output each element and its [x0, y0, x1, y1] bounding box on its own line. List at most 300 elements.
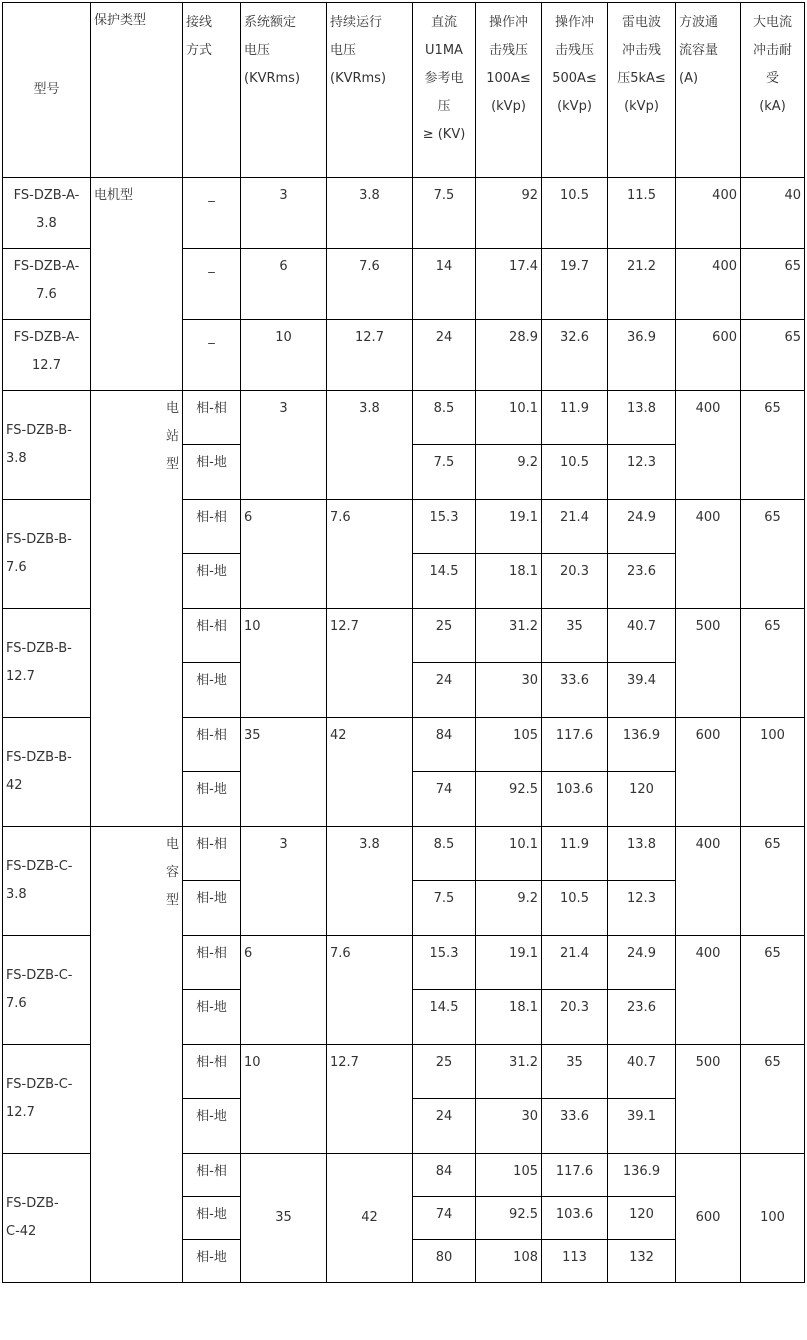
cell-text: 32.6 [560, 330, 589, 345]
cell-text: 500A≤ [552, 71, 597, 86]
square-wave-cell [675, 319, 741, 391]
cell-text: 113 [562, 1250, 587, 1265]
model-cell [2, 1044, 91, 1154]
cell-text: 65 [764, 1055, 781, 1070]
switch-100-cell [475, 444, 542, 500]
cell-text: 保护类型 [94, 13, 147, 28]
cell-text: 65 [764, 946, 781, 961]
high-current-cell [740, 499, 805, 609]
cell-text: 65 [764, 619, 781, 634]
switch-500-cell [541, 880, 608, 936]
high-current-cell [740, 248, 805, 320]
cell-text: 相-地 [196, 1109, 227, 1124]
switch-500-cell [541, 1239, 608, 1283]
cell-text: 40.7 [627, 619, 656, 634]
high-current-cell [740, 1044, 805, 1154]
lightning-cell [607, 662, 676, 718]
switch-500-cell [541, 1196, 608, 1240]
cell-text: 10.5 [560, 455, 589, 470]
lightning-cell [607, 390, 676, 445]
cell-text: 600 [695, 728, 721, 743]
cell-text: 100 [760, 1210, 785, 1225]
cell-text: 13.8 [627, 401, 656, 416]
cell-text: 相-地 [196, 891, 227, 906]
cell-text: 9.2 [517, 455, 538, 470]
switch-100-cell [475, 717, 542, 772]
cell-text: 105 [513, 728, 538, 743]
cell-text: 92 [521, 188, 538, 203]
switch-500-cell [541, 177, 608, 249]
cell-text: 型 [165, 893, 179, 908]
cell-text: 65 [764, 510, 781, 525]
dc-ref-cell [412, 608, 476, 663]
group-capacitor [90, 826, 183, 1283]
cell-text: 7.6 [6, 560, 27, 575]
cell-text: _ [208, 188, 215, 203]
cell-text: 相-相 [196, 946, 227, 961]
cell-text: 11.9 [560, 837, 589, 852]
cell-text: 100 [760, 728, 785, 743]
lightning-cell [607, 444, 676, 500]
dc-ref-cell [412, 248, 476, 320]
dc-ref-cell [412, 1239, 476, 1283]
switch-500-cell [541, 1098, 608, 1154]
square-wave-cell [675, 608, 741, 718]
cell-text: 3.8 [36, 216, 57, 231]
switch-100-cell [475, 319, 542, 391]
cell-text: _ [208, 330, 215, 345]
header-wiring [182, 2, 241, 178]
cell-text: 36.9 [627, 330, 656, 345]
cell-text: 65 [784, 330, 801, 345]
switch-500-cell [541, 989, 608, 1045]
cell-text: 站 [165, 429, 179, 444]
model-cell [2, 177, 91, 249]
cell-text: 400 [695, 510, 721, 525]
cell-text: 24.9 [627, 946, 656, 961]
model-cell [2, 319, 91, 391]
cell-text: FS-DZB-B- [6, 532, 72, 547]
cell-text: 7.6 [36, 287, 57, 302]
switch-100-cell [475, 1153, 542, 1197]
square-wave-cell [675, 248, 741, 320]
dc-ref-cell [412, 989, 476, 1045]
lightning-cell [607, 935, 676, 990]
dc-ref-cell [412, 177, 476, 249]
cell-text: _ [208, 259, 215, 274]
cell-text: 接线 [186, 15, 213, 30]
cell-text: 11.9 [560, 401, 589, 416]
cell-text: 7.5 [433, 188, 455, 203]
cell-text: 21.4 [560, 510, 589, 525]
wiring-cell [182, 319, 241, 391]
cell-text: 74 [435, 1207, 453, 1222]
mcov-cell [326, 608, 413, 718]
cell-text: 15.3 [429, 510, 459, 525]
switch-500-cell [541, 826, 608, 881]
cell-text: 20.3 [560, 1000, 589, 1015]
cell-text: 3.8 [6, 887, 27, 902]
rated-voltage-cell [240, 319, 327, 391]
cell-text: 74 [435, 782, 453, 797]
lightning-cell [607, 880, 676, 936]
cell-text: 受 [765, 71, 779, 86]
cell-text: 大电流 [752, 15, 792, 30]
mcov-cell [326, 499, 413, 609]
cell-text: 10.1 [509, 837, 538, 852]
header-rated-voltage [240, 2, 327, 178]
square-wave-cell [675, 717, 741, 827]
rated-voltage-cell [240, 248, 327, 320]
mcov-cell [326, 826, 413, 936]
cell-text: FS-DZB-A- [13, 330, 80, 345]
cell-text: 7.6 [330, 946, 351, 961]
spec-table [2, 2, 804, 1282]
lightning-cell [607, 499, 676, 554]
rated-voltage-cell [240, 499, 327, 609]
cell-text: 相-相 [196, 837, 227, 852]
cell-text: 92.5 [509, 782, 538, 797]
cell-text: 参考电 [424, 71, 464, 86]
cell-text: 3 [279, 401, 288, 416]
header-switch-100 [475, 2, 542, 178]
cell-text: 击残压 [554, 43, 594, 58]
lightning-cell [607, 989, 676, 1045]
cell-text: 3.8 [359, 401, 380, 416]
cell-text: 直流 [430, 15, 457, 30]
cell-text: 500 [695, 1055, 721, 1070]
group-station [90, 390, 183, 827]
cell-text: 35 [275, 1210, 292, 1225]
cell-text: 电 [165, 401, 179, 416]
mcov-cell [326, 935, 413, 1045]
rated-voltage-cell [240, 935, 327, 1045]
wiring-cell [182, 771, 241, 827]
cell-text: 相-相 [196, 1164, 227, 1179]
cell-text: 相-相 [196, 728, 227, 743]
switch-100-cell [475, 608, 542, 663]
cell-text: 10 [244, 1055, 261, 1070]
cell-text: 108 [513, 1250, 538, 1265]
cell-text: 132 [629, 1250, 654, 1265]
mcov-cell [326, 248, 413, 320]
switch-500-cell [541, 1044, 608, 1099]
cell-text: 12.7 [330, 619, 359, 634]
high-current-cell [740, 319, 805, 391]
cell-text: 相-相 [196, 401, 227, 416]
switch-100-cell [475, 662, 542, 718]
cell-text: 35 [566, 619, 583, 634]
cell-text: 操作冲 [554, 15, 594, 30]
cell-text: 7.6 [6, 996, 27, 1011]
cell-text: 42 [6, 778, 23, 793]
switch-500-cell [541, 1153, 608, 1197]
model-cell [2, 717, 91, 827]
cell-text: 100A≤ [486, 71, 531, 86]
cell-text: 8.5 [433, 401, 455, 416]
header-dc-ref [412, 2, 476, 178]
cell-text: C-42 [6, 1224, 37, 1239]
header-high-current [740, 2, 805, 178]
cell-text: 3 [279, 188, 288, 203]
cell-text: FS-DZB-B- [6, 423, 72, 438]
cell-text: 10.1 [509, 401, 538, 416]
cell-text: 31.2 [509, 619, 538, 634]
cell-text: 80 [435, 1250, 453, 1265]
rated-voltage-cell [240, 1153, 327, 1283]
cell-text: 23.6 [627, 1000, 656, 1015]
cell-text: 3.8 [359, 837, 380, 852]
lightning-cell [607, 1044, 676, 1099]
model-cell [2, 248, 91, 320]
high-current-cell [740, 177, 805, 249]
lightning-cell [607, 319, 676, 391]
cell-text: 136.9 [622, 1164, 661, 1179]
cell-text: 击残压 [488, 43, 528, 58]
cell-text: 压5kA≤ [617, 71, 666, 86]
wiring-cell [182, 989, 241, 1045]
cell-text: 24 [435, 1109, 453, 1124]
header-model [2, 2, 91, 178]
mcov-cell [326, 390, 413, 500]
cell-text: 35 [244, 728, 261, 743]
wiring-cell [182, 880, 241, 936]
cell-text: 12.7 [6, 1105, 35, 1120]
cell-text: 12.7 [330, 1055, 359, 1070]
dc-ref-cell [412, 771, 476, 827]
cell-text: 电 [165, 837, 179, 852]
lightning-cell [607, 177, 676, 249]
cell-text: 39.4 [627, 673, 656, 688]
cell-text: (KVRms) [330, 71, 387, 86]
cell-text: (kVp) [624, 99, 659, 114]
cell-text: 19.1 [509, 946, 538, 961]
cell-text: 84 [435, 1164, 453, 1179]
lightning-cell [607, 248, 676, 320]
cell-text: 400 [712, 259, 737, 274]
wiring-cell [182, 826, 241, 881]
cell-text: 7.6 [330, 510, 351, 525]
lightning-cell [607, 1153, 676, 1197]
switch-500-cell [541, 771, 608, 827]
cell-text: 120 [629, 1207, 654, 1222]
cell-text: 30 [521, 673, 538, 688]
cell-text: 18.1 [509, 564, 538, 579]
dc-ref-cell [412, 1196, 476, 1240]
cell-text: 13.8 [627, 837, 656, 852]
square-wave-cell [675, 1044, 741, 1154]
switch-100-cell [475, 390, 542, 445]
wiring-cell [182, 717, 241, 772]
cell-text: 6 [244, 510, 253, 525]
square-wave-cell [675, 1153, 741, 1283]
cell-text: 31.2 [509, 1055, 538, 1070]
cell-text: 6 [279, 259, 288, 274]
group-motor [90, 177, 183, 391]
cell-text: 方式 [186, 43, 213, 58]
cell-text: 10.5 [560, 891, 589, 906]
wiring-cell [182, 1153, 241, 1197]
lightning-cell [607, 608, 676, 663]
switch-500-cell [541, 390, 608, 445]
cell-text: 103.6 [555, 782, 594, 797]
switch-500-cell [541, 319, 608, 391]
header-mcov [326, 2, 413, 178]
cell-text: FS-DZB- [6, 1196, 59, 1211]
cell-text: 型号 [33, 82, 60, 97]
cell-text: 容 [165, 865, 179, 880]
dc-ref-cell [412, 444, 476, 500]
lightning-cell [607, 1098, 676, 1154]
cell-text: 42 [361, 1210, 378, 1225]
cell-text: 雷电波 [621, 15, 661, 30]
cell-text: 117.6 [555, 1164, 594, 1179]
cell-text: 方波通 [679, 15, 719, 30]
cell-text: 3.8 [6, 451, 27, 466]
cell-text: 电压 [244, 43, 271, 58]
wiring-cell [182, 444, 241, 500]
cell-text: 10.5 [560, 188, 589, 203]
switch-500-cell [541, 444, 608, 500]
high-current-cell [740, 826, 805, 936]
cell-text: FS-DZB-C- [6, 1077, 73, 1092]
switch-500-cell [541, 608, 608, 663]
cell-text: 33.6 [560, 1109, 589, 1124]
cell-text: ≥ (KV) [422, 127, 466, 142]
switch-500-cell [541, 935, 608, 990]
cell-text: 相-地 [196, 782, 227, 797]
wiring-cell [182, 935, 241, 990]
switch-100-cell [475, 771, 542, 827]
cell-text: FS-DZB-B- [6, 750, 72, 765]
dc-ref-cell [412, 499, 476, 554]
cell-text: 136.9 [622, 728, 661, 743]
wiring-cell [182, 608, 241, 663]
cell-text: 14.5 [429, 564, 459, 579]
cell-text: 系统额定 [244, 15, 297, 30]
dc-ref-cell [412, 1098, 476, 1154]
wiring-cell [182, 553, 241, 609]
cell-text: 12.3 [627, 455, 656, 470]
wiring-cell [182, 662, 241, 718]
cell-text: 型 [165, 457, 179, 472]
cell-text: 103.6 [555, 1207, 594, 1222]
cell-text: 600 [695, 1210, 721, 1225]
rated-voltage-cell [240, 1044, 327, 1154]
cell-text: 19.1 [509, 510, 538, 525]
cell-text: (kA) [759, 99, 786, 114]
cell-text: 14 [435, 259, 453, 274]
high-current-cell [740, 608, 805, 718]
cell-text: 14.5 [429, 1000, 459, 1015]
cell-text: 相-地 [196, 1207, 227, 1222]
cell-text: 42 [330, 728, 347, 743]
dc-ref-cell [412, 1044, 476, 1099]
wiring-cell [182, 1044, 241, 1099]
cell-text: 7.6 [359, 259, 380, 274]
cell-text: 25 [435, 619, 453, 634]
switch-100-cell [475, 935, 542, 990]
header-lightning [607, 2, 676, 178]
cell-text: 19.7 [560, 259, 589, 274]
cell-text: 3 [279, 837, 288, 852]
square-wave-cell [675, 826, 741, 936]
switch-100-cell [475, 880, 542, 936]
cell-text: 操作冲 [488, 15, 528, 30]
rated-voltage-cell [240, 826, 327, 936]
cell-text: (A) [679, 71, 699, 86]
model-cell [2, 1153, 91, 1283]
model-cell [2, 935, 91, 1045]
lightning-cell [607, 1196, 676, 1240]
rated-voltage-cell [240, 390, 327, 500]
cell-text: 20.3 [560, 564, 589, 579]
cell-text: 500 [695, 619, 721, 634]
cell-text: 120 [629, 782, 654, 797]
rated-voltage-cell [240, 717, 327, 827]
model-cell [2, 499, 91, 609]
cell-text: 24.9 [627, 510, 656, 525]
cell-text: 117.6 [555, 728, 594, 743]
dc-ref-cell [412, 662, 476, 718]
cell-text: 相-地 [196, 455, 227, 470]
wiring-cell [182, 248, 241, 320]
cell-text: 400 [712, 188, 737, 203]
cell-text: 9.2 [517, 891, 538, 906]
wiring-cell [182, 499, 241, 554]
cell-text: 11.5 [627, 188, 656, 203]
square-wave-cell [675, 177, 741, 249]
switch-500-cell [541, 499, 608, 554]
wiring-cell [182, 1196, 241, 1240]
switch-100-cell [475, 553, 542, 609]
model-cell [2, 826, 91, 936]
switch-500-cell [541, 717, 608, 772]
cell-text: 12.3 [627, 891, 656, 906]
square-wave-cell [675, 935, 741, 1045]
cell-text: FS-DZB-A- [13, 188, 80, 203]
dc-ref-cell [412, 717, 476, 772]
cell-text: 400 [695, 946, 721, 961]
cell-text: 30 [521, 1109, 538, 1124]
cell-text: 400 [695, 837, 721, 852]
high-current-cell [740, 1153, 805, 1283]
cell-text: 持续运行 [330, 15, 383, 30]
cell-text: 18.1 [509, 1000, 538, 1015]
cell-text: (kVp) [557, 99, 592, 114]
cell-text: 相-地 [196, 673, 227, 688]
switch-100-cell [475, 826, 542, 881]
dc-ref-cell [412, 319, 476, 391]
cell-text: 相-地 [196, 1250, 227, 1265]
cell-text: 40 [784, 188, 801, 203]
cell-text: 8.5 [433, 837, 455, 852]
cell-text: 15.3 [429, 946, 459, 961]
dc-ref-cell [412, 880, 476, 936]
switch-100-cell [475, 499, 542, 554]
cell-text: 105 [513, 1164, 538, 1179]
cell-text: 23.6 [627, 564, 656, 579]
dc-ref-cell [412, 1153, 476, 1197]
cell-text: 24 [435, 673, 453, 688]
mcov-cell [326, 177, 413, 249]
cell-text: (kVp) [491, 99, 526, 114]
mcov-cell [326, 1044, 413, 1154]
model-cell [2, 608, 91, 718]
wiring-cell [182, 1098, 241, 1154]
cell-text: 压 [437, 99, 451, 114]
cell-text: 84 [435, 728, 453, 743]
